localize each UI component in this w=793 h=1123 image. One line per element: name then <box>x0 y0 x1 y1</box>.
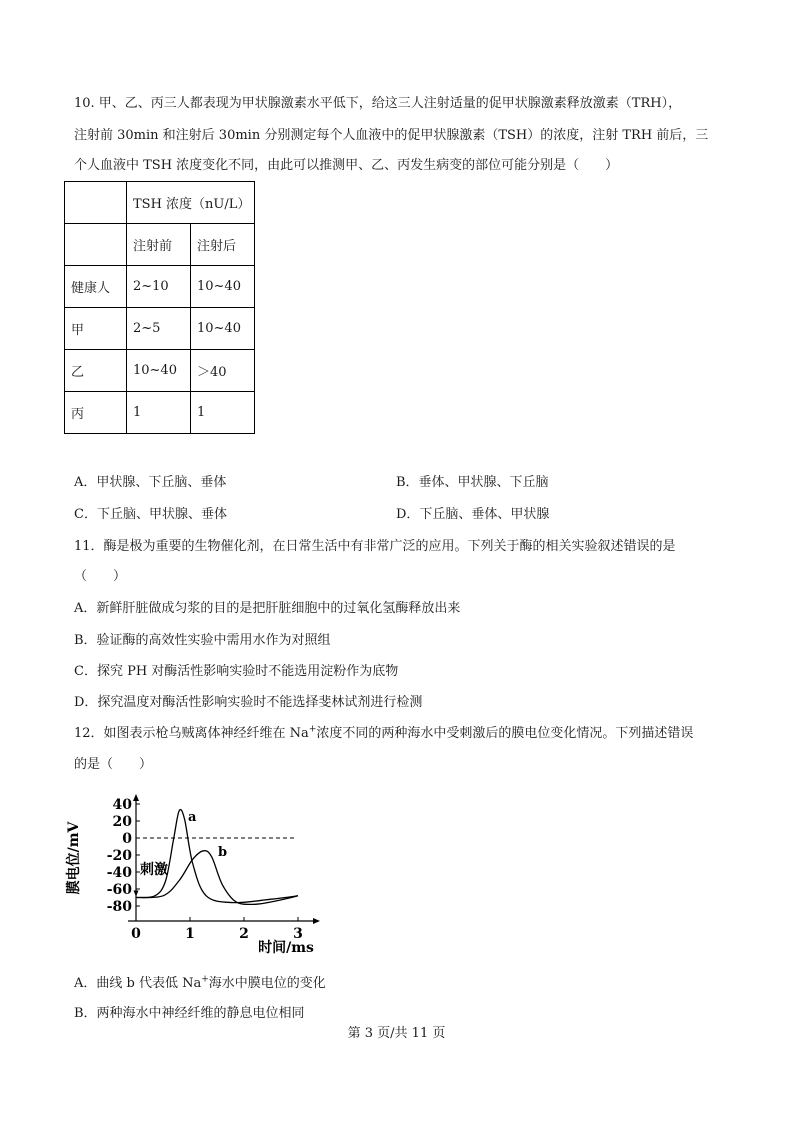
table-cell-after: 10~40 <box>191 266 255 308</box>
q11-stem-line2: （ ） <box>74 569 127 584</box>
y-axis-label: 膜电位/mV <box>66 821 82 895</box>
curve-a-label: a <box>188 810 197 825</box>
y-tick-label: -80 <box>106 899 132 915</box>
table-row <box>65 266 255 308</box>
q12-option-b: B．两种海水中神经纤维的静息电位相同 <box>74 1006 305 1021</box>
table-subheader-before: 注射前 <box>127 224 191 266</box>
table-row <box>65 392 255 434</box>
x-tick-label: 2 <box>239 926 249 942</box>
table-row <box>65 224 255 266</box>
superscript-plus: + <box>201 974 209 985</box>
q12-stem-text: 12．如图表示枪乌贼离体神经纤维在 Na <box>74 726 309 741</box>
y-axis-arrow <box>133 794 139 801</box>
table-cell-before: 2~5 <box>127 308 191 350</box>
q10-stem-line3: 个人血液中 TSH 浓度变化不同，由此可以推测甲、乙、丙发生病变的部位可能分别是（ ） <box>74 158 619 173</box>
y-tick-label: 0 <box>122 831 132 847</box>
membrane-potential-chart <box>64 788 334 958</box>
x-axis-arrow <box>313 918 320 924</box>
q10-stem-line2: 注射前 30min 和注射后 30min 分别测定每个人血液中的促甲状腺激素（TSH）的浓度，注射 TRH 前后，三 <box>74 128 709 143</box>
table-cell-name: 丙 <box>65 392 127 434</box>
table-cell-after: 1 <box>191 392 255 434</box>
y-ticks <box>107 797 140 915</box>
q11-option-a: A．新鲜肝脏做成匀浆的目的是把肝脏细胞中的过氧化氢酶释放出来 <box>74 601 461 616</box>
table-cell-before: 10~40 <box>127 350 191 392</box>
table-corner-cell <box>65 224 127 266</box>
table-cell-name: 健康人 <box>65 266 127 308</box>
table-cell-name: 甲 <box>65 308 127 350</box>
curve-a <box>136 810 298 903</box>
q11-option-b: B．验证酶的高效性实验中需用水作为对照组 <box>74 633 331 648</box>
q10-option-a: A．甲状腺、下丘脑、垂体 <box>74 475 227 490</box>
table-row <box>65 350 255 392</box>
q10-option-d: D．下丘脑、垂体、甲状腺 <box>396 507 550 522</box>
y-tick-label: -20 <box>106 848 132 864</box>
x-tick-label: 3 <box>293 926 303 942</box>
table-cell-after: ＞40 <box>191 350 255 392</box>
q10-option-c: C．下丘脑、甲状腺、垂体 <box>74 507 227 522</box>
q11-option-c: C．探究 PH 对酶活性影响实验时不能选用淀粉作为底物 <box>74 664 399 679</box>
table-header-tsh: TSH 浓度（nU/L） <box>127 182 255 224</box>
stimulus-label: 刺激 <box>140 862 168 878</box>
tsh-table <box>64 181 255 434</box>
q12-stem-text: 浓度不同的两种海水中受刺激后的膜电位变化情况。下列描述错误 <box>316 726 694 741</box>
q12-stem-line2: 的是（ ） <box>74 757 153 772</box>
table-cell-before: 2~10 <box>127 266 191 308</box>
table-cell-name: 乙 <box>65 350 127 392</box>
stimulus-arrow-head <box>134 891 139 897</box>
x-axis-label: 时间/ms <box>258 940 314 956</box>
table-corner-cell <box>65 182 127 224</box>
curve-b-label: b <box>218 845 228 860</box>
table-cell-before: 1 <box>127 392 191 434</box>
q12-option-a-text: 海水中膜电位的变化 <box>208 976 326 991</box>
table-row <box>65 182 255 224</box>
y-tick-label: 40 <box>112 797 132 813</box>
superscript-plus: + <box>308 724 317 735</box>
table-row <box>65 308 255 350</box>
q12-option-a <box>74 975 326 993</box>
page-footer: 第 3 页/共 11 页 <box>347 1026 446 1041</box>
y-tick-label: 20 <box>112 814 132 830</box>
y-tick-label: -60 <box>106 882 132 898</box>
q10-stem-line1: 10. 甲、乙、丙三人都表现为甲状腺激素水平低下，给这三人注射适量的促甲状腺激素释放激素（TRH）， <box>74 96 682 111</box>
q11-option-d: D．探究温度对酶活性影响实验时不能选择斐林试剂进行检测 <box>74 695 423 710</box>
y-tick-label: -40 <box>106 865 132 881</box>
q12-stem-line1 <box>74 725 693 743</box>
table-subheader-after: 注射后 <box>191 224 255 266</box>
x-tick-label: 0 <box>131 926 141 942</box>
q10-option-b: B．垂体、甲状腺、下丘脑 <box>396 475 549 490</box>
q11-stem-line1: 11．酶是极为重要的生物催化剂，在日常生活中有非常广泛的应用。下列关于酶的相关实验叙述错误的是 <box>74 539 676 554</box>
x-tick-label: 1 <box>185 926 195 942</box>
table-cell-after: 10~40 <box>191 308 255 350</box>
q12-option-a-text: A．曲线 b 代表低 Na <box>74 976 202 991</box>
